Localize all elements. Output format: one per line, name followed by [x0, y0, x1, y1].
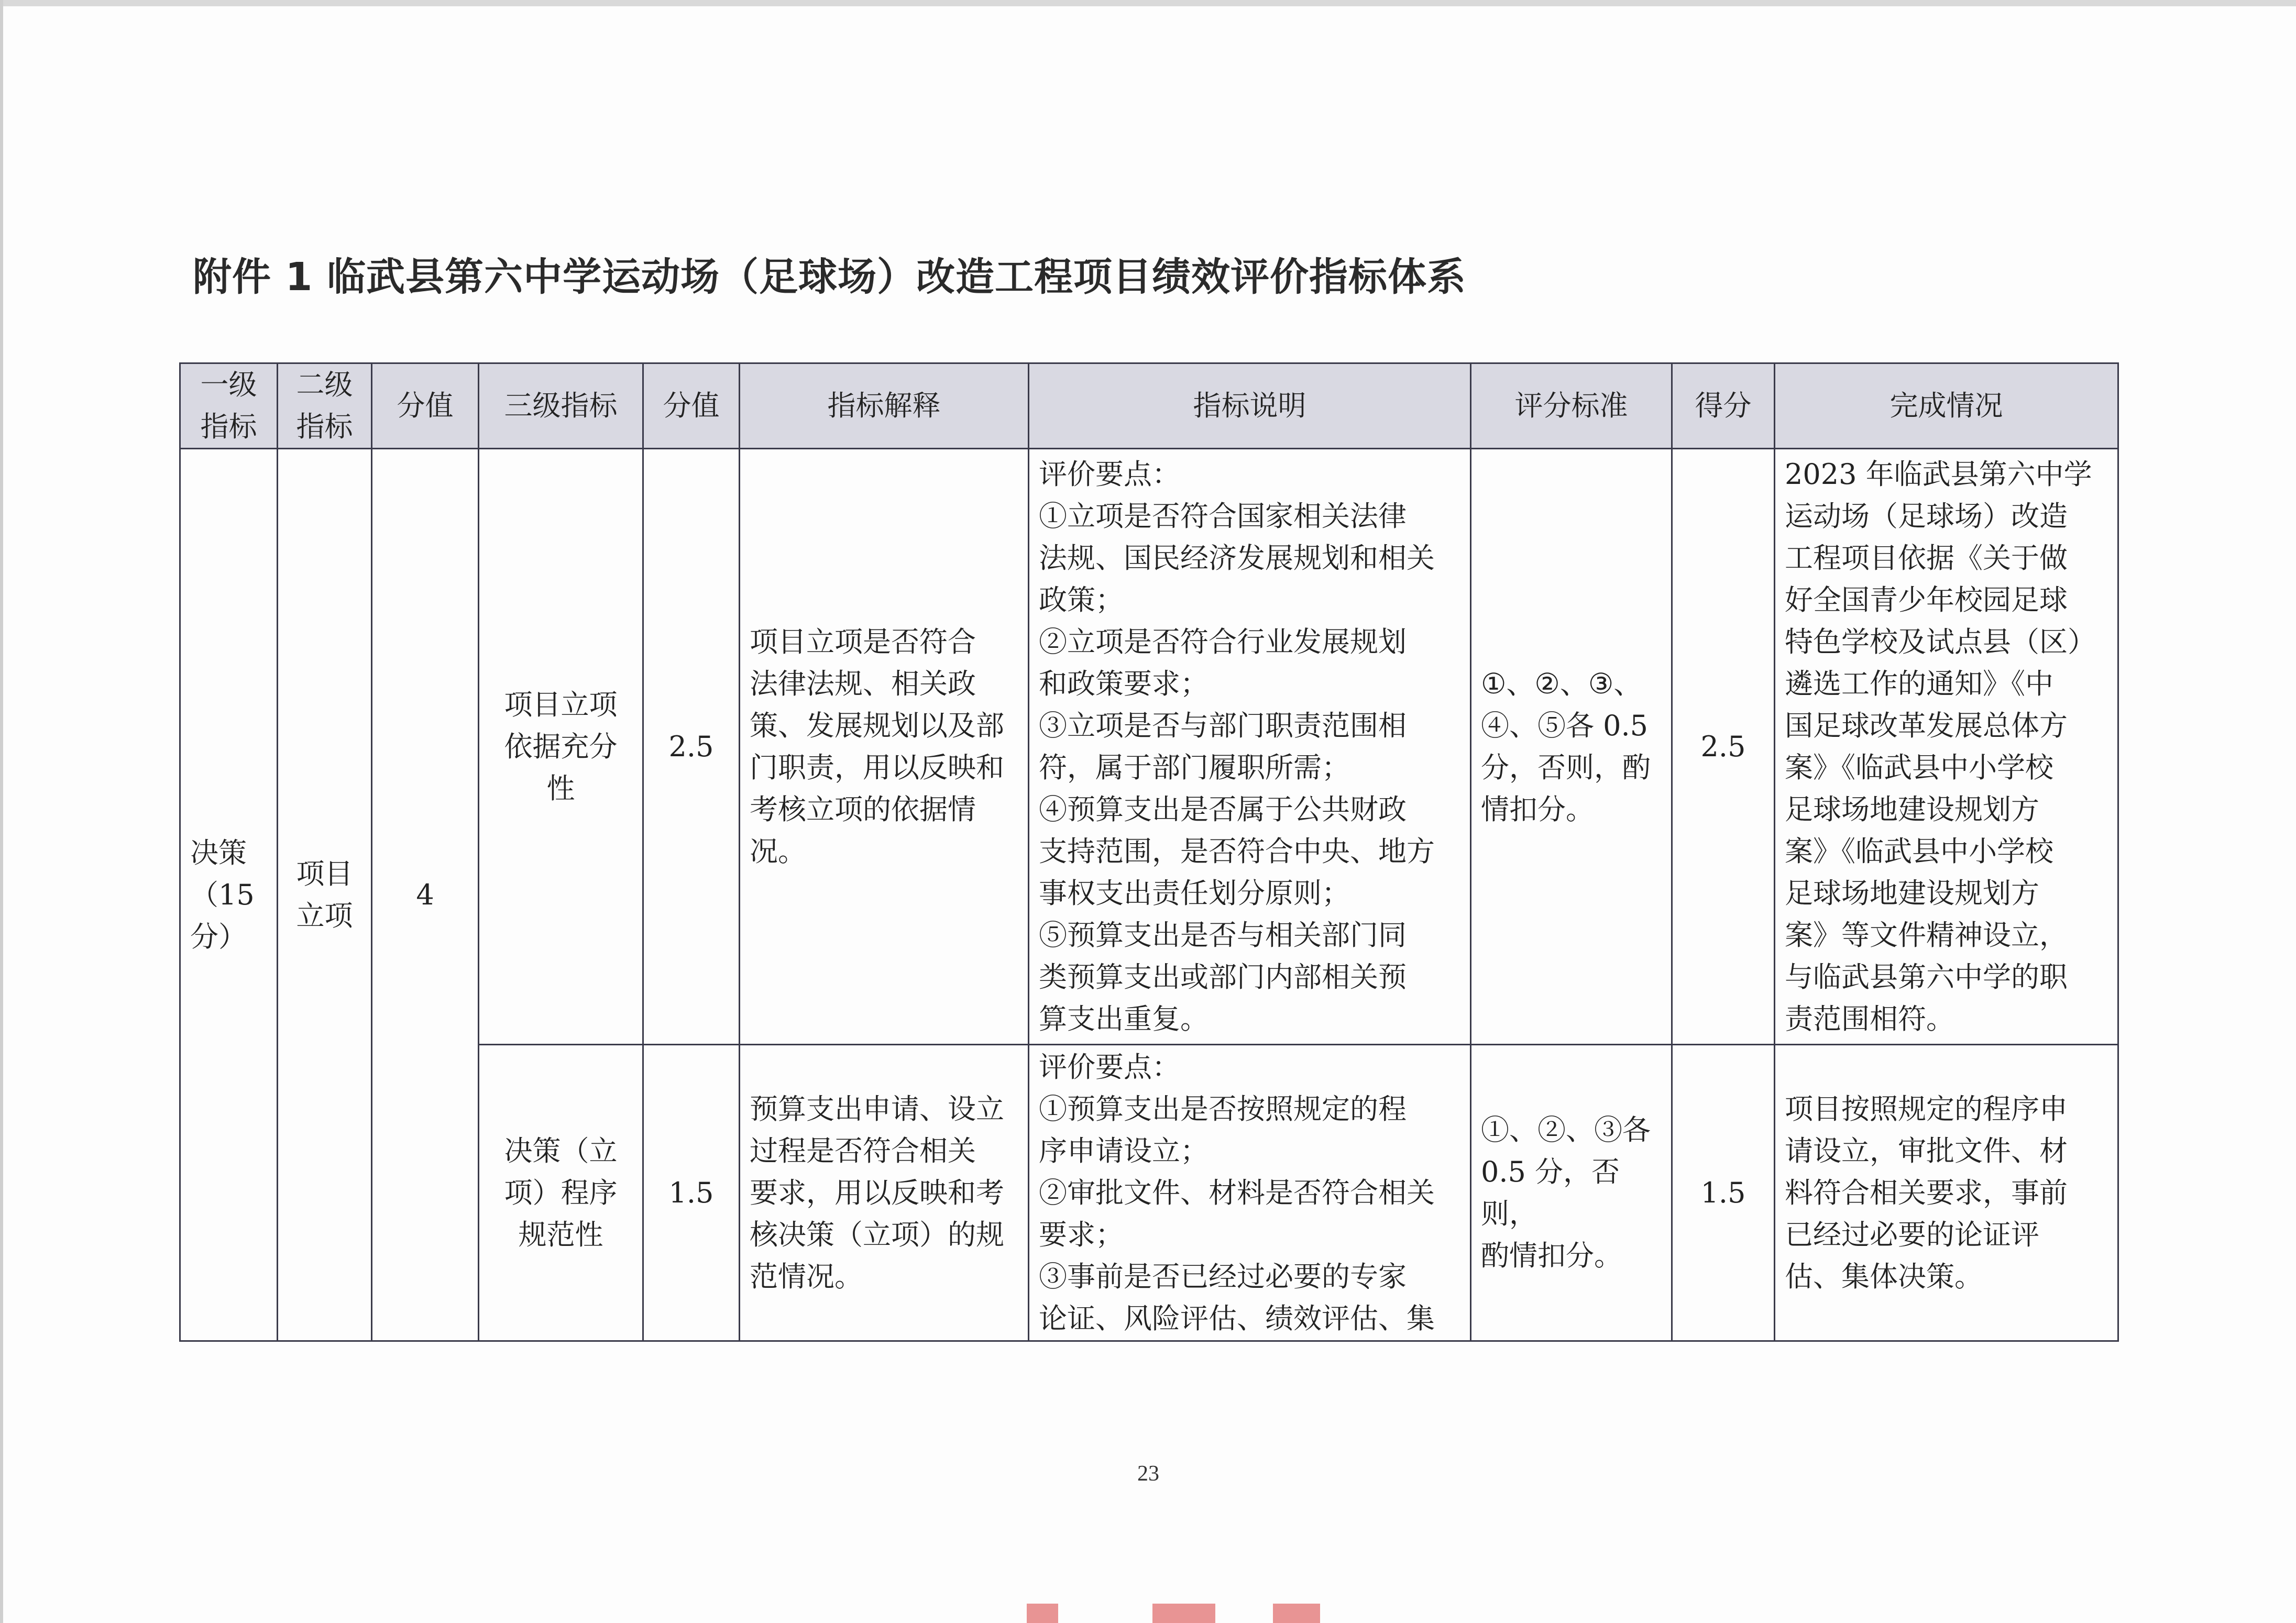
red-stamp-fragment — [1273, 1604, 1320, 1623]
table-row — [180, 449, 2118, 1045]
got-score-cell: 2.5 — [1672, 449, 1775, 1045]
level3-cell: 决策（立 项）程序 规范性 — [479, 1045, 643, 1341]
explanation-cell: 预算支出申请、设立 过程是否符合相关 要求，用以反映和考 核决策（立项）的规 范情况。 — [740, 1045, 1029, 1341]
scan-edge-top — [0, 0, 2296, 6]
header-criteria: 评分标准 — [1471, 363, 1672, 449]
level2-score-cell: 4 — [372, 449, 479, 1341]
page-title: 附件 1 临武县第六中学运动场（足球场）改造工程项目绩效评价指标体系 — [193, 255, 1467, 300]
header-text-line: 指标 — [296, 410, 353, 443]
completion-cell: 项目按照规定的程序申 请设立，审批文件、材 料符合相关要求，事前 已经过必要的论证评 估、集体决策。 — [1775, 1045, 2118, 1341]
header-description: 指标说明 — [1029, 363, 1471, 449]
red-stamp-fragment — [1027, 1604, 1058, 1623]
header-level1 — [180, 363, 278, 449]
level3-cell: 项目立项 依据充分 性 — [479, 449, 643, 1045]
header-completion: 完成情况 — [1775, 363, 2118, 449]
header-text-line: 指标 — [200, 410, 257, 443]
table-header-row — [180, 363, 2118, 449]
red-stamp-fragment — [1152, 1604, 1215, 1623]
criteria-cell: ①、②、③、 ④、⑤各 0.5 分，否则，酌 情扣分。 — [1471, 449, 1672, 1045]
header-text-line: 二级 — [296, 368, 353, 401]
level3-score-cell: 1.5 — [643, 1045, 740, 1341]
description-cell: 评价要点： ①立项是否符合国家相关法律 法规、国民经济发展规划和相关 政策； ②立项是否符合行业发展规划 和政策要求； ③立项是否与部门职责范围相 符，属于部门履职所需； ④预算支出是否属于公共财政 支持范围，是否符合中央、地方 事权支出责任划分原则； ⑤预算支出是否与相关部门同 类预算支出或部门内部相关预 算支出重复。 — [1029, 449, 1471, 1045]
level1-cell: 决策 （15 分） — [180, 449, 278, 1341]
header-score-l3: 分值 — [643, 363, 740, 449]
description-cell: 评价要点： ①预算支出是否按照规定的程 序申请设立； ②审批文件、材料是否符合相关 要求； ③事前是否已经过必要的专家 论证、风险评估、绩效评估、集 — [1029, 1045, 1471, 1341]
level3-score-cell: 2.5 — [643, 449, 740, 1045]
explanation-cell: 项目立项是否符合 法律法规、相关政 策、发展规划以及部 门职责，用以反映和 考核立项的依据情 况。 — [740, 449, 1029, 1045]
indicator-table — [179, 362, 2119, 1342]
header-explanation: 指标解释 — [740, 363, 1029, 449]
scan-edge-left — [0, 0, 3, 1623]
header-text-line: 一级 — [200, 368, 257, 401]
header-got-score: 得分 — [1672, 363, 1775, 449]
level2-cell: 项目 立项 — [278, 449, 372, 1341]
header-level2 — [278, 363, 372, 449]
criteria-cell: ①、②、③各 0.5 分，否则， 酌情扣分。 — [1471, 1045, 1672, 1341]
header-score-l2: 分值 — [372, 363, 479, 449]
completion-cell: 2023 年临武县第六中学 运动场（足球场）改造 工程项目依据《关于做 好全国青少年校园足球 特色学校及试点县（区） 遴选工作的通知》《中 国足球改革发展总体方 案》《临武县中小学校 足球场地建设规划方 案》《临武县中小学校 足球场地建设规划方 案》等文件精神设立， 与临武县第六中学的职 责范围相符。 — [1775, 449, 2118, 1045]
header-level3: 三级指标 — [479, 363, 643, 449]
page-number: 23 — [1137, 1462, 1159, 1486]
got-score-cell: 1.5 — [1672, 1045, 1775, 1341]
